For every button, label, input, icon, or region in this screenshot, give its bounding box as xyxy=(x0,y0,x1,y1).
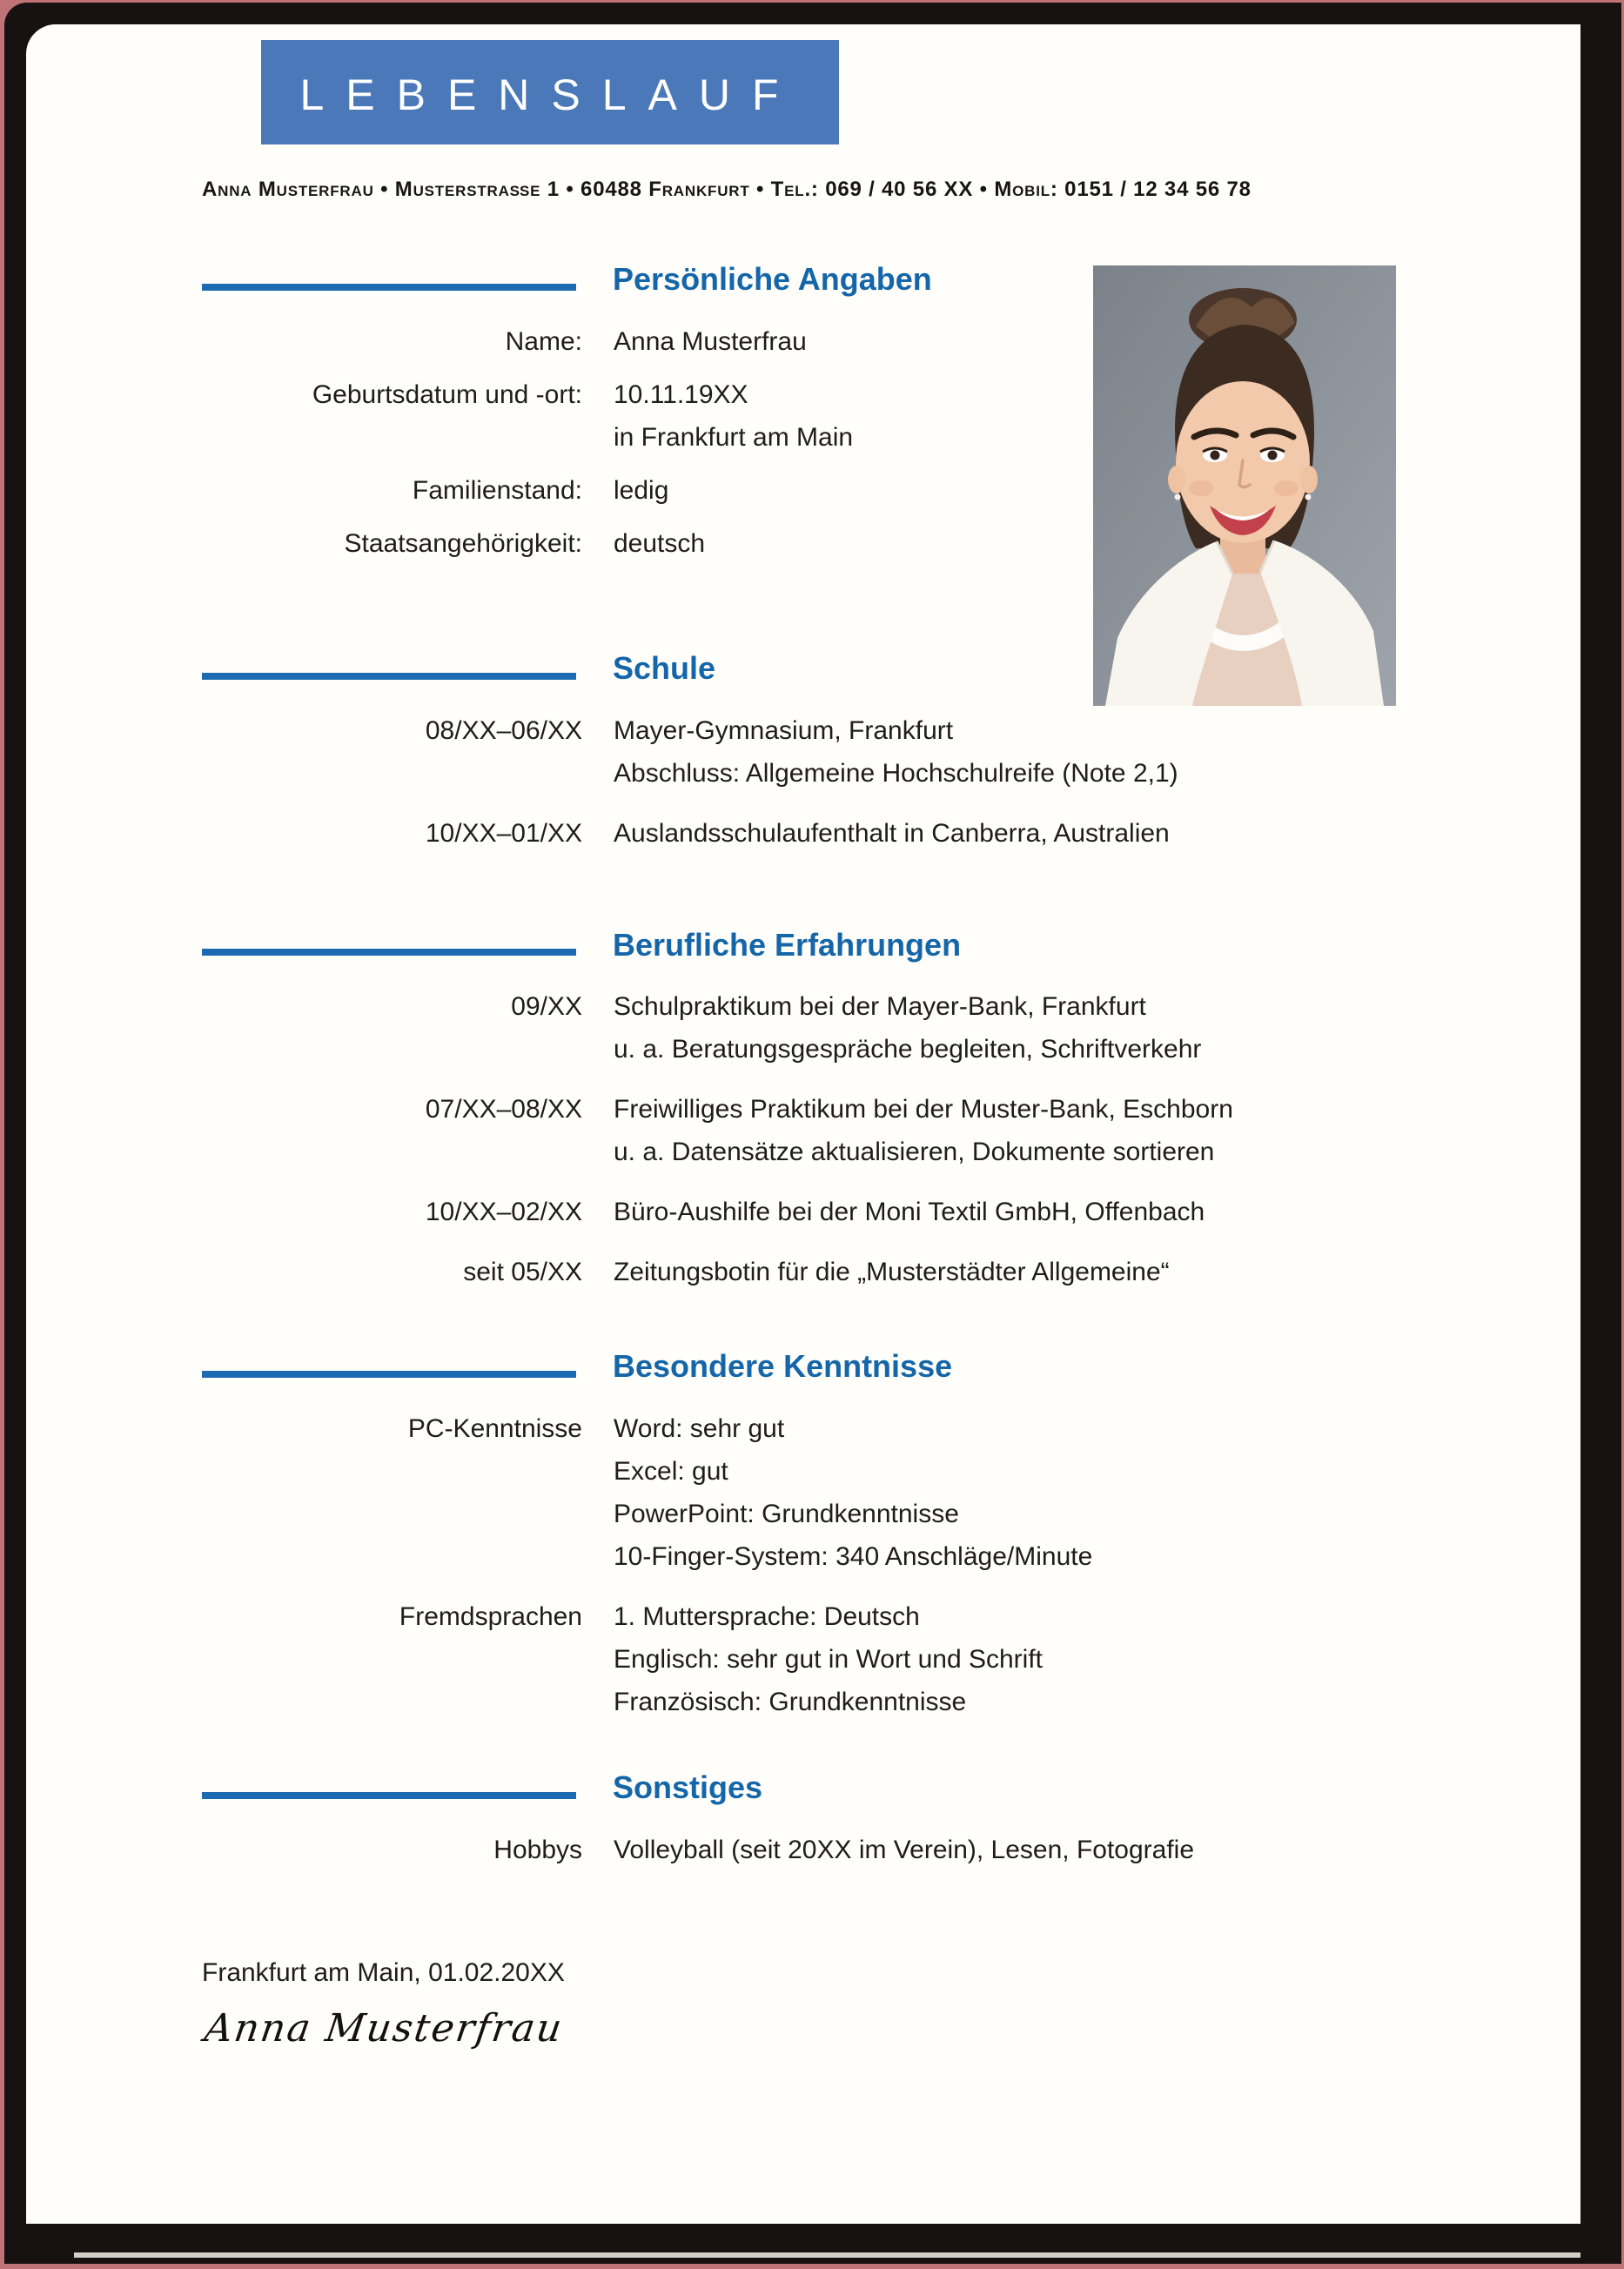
title-banner xyxy=(261,40,839,144)
value-line: Auslandsschulaufenthalt in Canberra, Australien xyxy=(614,818,1170,848)
section-header xyxy=(202,1771,1450,1804)
row-value xyxy=(614,469,668,512)
section-heading: Berufliche Erfahrungen xyxy=(613,926,962,963)
value-line: Anna Musterfrau xyxy=(614,326,807,356)
section-rule xyxy=(202,284,576,291)
value-line: Volleyball (seit 20XX im Verein), Lesen, Fotografie xyxy=(614,1835,1195,1864)
section-rule xyxy=(202,1371,576,1378)
table-row xyxy=(202,1251,1450,1293)
row-label: Name: xyxy=(505,326,582,356)
value-line: Abschluss: Allgemeine Hochschulreife (Note 2,1) xyxy=(614,758,1178,788)
section-heading: Persönliche Angaben xyxy=(613,261,932,297)
row-value xyxy=(614,1407,1092,1578)
value-line: 10.11.19XX xyxy=(614,379,748,409)
place-and-date: Frankfurt am Main, 01.02.20XX xyxy=(202,1957,565,1987)
value-line: deutsch xyxy=(614,528,706,558)
value-line: u. a. Datensätze aktualisieren, Dokumente sortieren xyxy=(614,1138,1215,1167)
table-row xyxy=(202,1595,1450,1723)
table-row xyxy=(202,1407,1450,1578)
row-value xyxy=(614,522,705,565)
value-line: 1. Muttersprache: Deutsch xyxy=(614,1602,920,1632)
row-label: PC-Kenntnisse xyxy=(407,1414,582,1444)
table-row xyxy=(202,1191,1450,1233)
row-value xyxy=(614,1088,1233,1173)
row-value xyxy=(614,1251,1170,1293)
row-value xyxy=(614,709,1178,795)
row-label: seit 05/XX xyxy=(463,1258,582,1287)
value-line: Freiwilliges Praktikum bei der Muster-Bank, Eschborn xyxy=(614,1095,1233,1124)
row-value xyxy=(614,985,1201,1071)
row-label: 09/XX xyxy=(511,992,582,1022)
contact-line: Anna Musterfrau • Musterstraße 1 • 60488 Frankfurt • Tel.: 069 / 40 56 XX • Mobil: 0151 / 12 34 56 78 xyxy=(202,178,1252,201)
page-title: LEBENSLAUF xyxy=(299,70,801,119)
section-rule xyxy=(202,949,576,956)
section-rule xyxy=(202,673,576,680)
section-heading: Schule xyxy=(613,649,716,686)
value-line: Excel: gut xyxy=(614,1457,728,1487)
value-line: Mayer-Gymnasium, Frankfurt xyxy=(614,715,954,745)
row-value xyxy=(614,320,807,363)
row-value xyxy=(614,1191,1205,1233)
section-sonstiges xyxy=(202,1771,1450,1871)
section-rule xyxy=(202,1792,576,1799)
section-heading: Besondere Kenntnisse xyxy=(613,1348,953,1385)
row-value xyxy=(614,373,853,459)
resume-page xyxy=(26,24,1580,2224)
row-label: Geburtsdatum und -ort: xyxy=(312,379,582,409)
row-label: Hobbys xyxy=(493,1835,582,1864)
row-label: Staatsangehörigkeit: xyxy=(344,528,582,558)
value-line: Schulpraktikum bei der Mayer-Bank, Frankfurt xyxy=(614,992,1146,1022)
value-line: Büro-Aushilfe bei der Moni Textil GmbH, Offenbach xyxy=(614,1198,1205,1227)
value-line: in Frankfurt am Main xyxy=(614,422,854,452)
row-label: Familienstand: xyxy=(412,475,582,505)
row-label: 10/XX–02/XX xyxy=(425,1198,582,1227)
value-line: 10-Finger-System: 340 Anschläge/Minute xyxy=(614,1542,1093,1572)
section-berufliche-erfahrungen xyxy=(202,926,1450,1294)
section-header xyxy=(202,926,1450,963)
applicant-photo xyxy=(1093,265,1396,706)
table-row xyxy=(202,1088,1450,1173)
table-row xyxy=(202,709,1450,795)
value-line: PowerPoint: Grundkenntnisse xyxy=(614,1500,959,1529)
scan-black-border xyxy=(4,3,1621,2264)
row-value xyxy=(614,1829,1194,1871)
value-line: Französisch: Grundkenntnisse xyxy=(614,1688,967,1717)
row-label: Fremdsprachen xyxy=(399,1602,582,1632)
section-header xyxy=(202,1350,1450,1383)
table-row xyxy=(202,1829,1450,1871)
row-value xyxy=(614,812,1170,855)
row-label: 08/XX–06/XX xyxy=(425,715,582,745)
row-value xyxy=(614,1595,1043,1723)
value-line: Zeitungsbotin für die „Musterstädter Allgemeine“ xyxy=(614,1258,1170,1287)
table-row xyxy=(202,985,1450,1071)
portrait-photo-svg xyxy=(1093,265,1396,706)
section-heading: Sonstiges xyxy=(613,1769,763,1806)
value-line: ledig xyxy=(614,475,669,505)
section-besondere-kenntnisse xyxy=(202,1350,1450,1723)
scan-edge-artifact xyxy=(74,2252,1580,2258)
row-label: 10/XX–01/XX xyxy=(425,818,582,848)
table-row xyxy=(202,812,1450,855)
handwritten-signature: Anna Musterfrau xyxy=(202,2005,567,2051)
value-line: u. a. Beratungsgespräche begleiten, Schriftverkehr xyxy=(614,1035,1202,1064)
value-line: Word: sehr gut xyxy=(614,1414,785,1444)
value-line: Englisch: sehr gut in Wort und Schrift xyxy=(614,1645,1044,1675)
row-label: 07/XX–08/XX xyxy=(425,1095,582,1124)
